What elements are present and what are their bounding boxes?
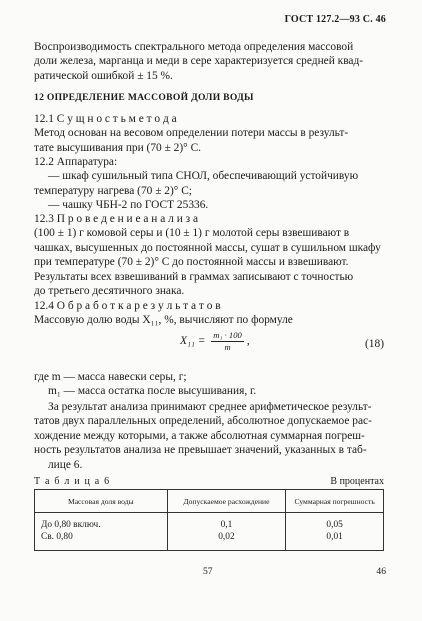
formula-tail: ,	[246, 335, 250, 348]
table-row	[35, 513, 384, 544]
text-line: татов двух параллельных определений, абсолютное допускаемое рас-	[34, 415, 372, 428]
table-cell	[286, 513, 384, 544]
text-line: Массовую долю воды X₁₁, %, вычисляют по формуле	[34, 314, 293, 327]
table-units: В процентах	[330, 476, 384, 487]
subsection-heading: 12.4 О б р а б о т к а р е з у л ь т а т о в	[34, 300, 221, 312]
cell-value: 0,1	[220, 520, 233, 530]
where-line: m₁ — масса остатка после высушивания, г.	[48, 385, 257, 398]
section-12-1	[34, 112, 384, 155]
intro-line: доли железа, марганца и меди в сере характеризуется средней квад-	[34, 55, 364, 68]
formula-fraction	[211, 330, 244, 353]
text-line: тате высушивания при (70 ± 2)° С.	[34, 141, 202, 154]
cell-value: 0,01	[326, 532, 343, 542]
text-line: лице 6.	[48, 458, 83, 471]
cell-value: Св. 0,80	[41, 532, 73, 542]
page-header: ГОСТ 127.2—93 С. 46	[284, 14, 386, 25]
intro-paragraph	[34, 40, 384, 83]
page-number-right: 46	[376, 566, 386, 577]
text-line: — шкаф сушильный типа СНОЛ, обеспечивающий устойчивую	[48, 170, 359, 183]
text-line: За результат анализа принимают среднее арифметическое результ-	[48, 401, 372, 413]
table-caption: Т а б л и ц а 6	[34, 476, 111, 487]
page-number-center: 57	[203, 566, 213, 577]
table-header-cell: Суммарная погрешность	[286, 490, 384, 513]
table-cell	[35, 513, 168, 544]
text-line: хождение между которыми, а также абсолютная суммарная погреш-	[34, 429, 365, 442]
text-line: ность результатов анализа не превышает значений, указанных в таб-	[34, 444, 367, 457]
text-line: Метод основан на весовом определении потери массы в результ-	[34, 127, 349, 140]
text-line: (100 ± 1) г комовой серы и (10 ± 1) г молотой серы взвешивают в	[34, 227, 350, 240]
text-line: при температуре (70 ± 2)° С до постоянной массы и взвешивают.	[34, 256, 349, 269]
formula-numerator: m₁ · 100	[213, 330, 242, 340]
subsection-heading: 12.1 С у щ н о с т ь м е т о д а	[34, 113, 177, 125]
where-line: где m — масса навески серы, г;	[34, 371, 187, 383]
section-12-3	[34, 212, 384, 298]
conclusion-paragraph	[34, 400, 384, 472]
cell-value: 0,02	[218, 532, 235, 542]
formula-lhs: X₁₁ =	[180, 335, 206, 348]
section-12-4	[34, 299, 384, 328]
table-header-row	[35, 490, 384, 513]
table-header-cell: Массовая доля воды	[35, 490, 168, 513]
table-row-spacer	[35, 543, 384, 551]
formula-18	[180, 330, 250, 353]
section-12-2	[34, 155, 384, 213]
text-line: — чашку ЧБН-2 по ГОСТ 25336.	[48, 199, 209, 212]
text-line: Результаты всех взвешиваний в граммах записывают с точностью	[34, 270, 354, 283]
equation-number: (18)	[365, 338, 384, 350]
subsection-heading: 12.3 П р о в е д е н и е а н а л и з а	[34, 213, 199, 225]
text-line: чашках, высушенных до постоянной массы, сушат в сушильном шкафу	[34, 241, 381, 254]
cell-value: До 0,80 включ.	[41, 520, 101, 530]
text-line: до третьего десятичного знака.	[34, 285, 185, 298]
intro-line: Воспроизводимость спектрального метода определения массовой	[34, 41, 354, 53]
table-header-cell: Допускаемое расхождение	[167, 490, 286, 513]
where-block	[34, 370, 384, 399]
table-cell	[167, 513, 286, 544]
intro-line: ратической ошибкой ± 15 %.	[34, 69, 173, 82]
section-title: 12 ОПРЕДЕЛЕНИЕ МАССОВОЙ ДОЛИ ВОДЫ	[34, 92, 254, 103]
text-line: температуру нагрева (70 ± 2)° С;	[34, 184, 192, 197]
subsection-heading: 12.2 Аппаратура:	[34, 156, 118, 168]
formula-denominator: m	[224, 342, 231, 352]
cell-value: 0,05	[326, 520, 343, 530]
data-table	[34, 489, 384, 551]
